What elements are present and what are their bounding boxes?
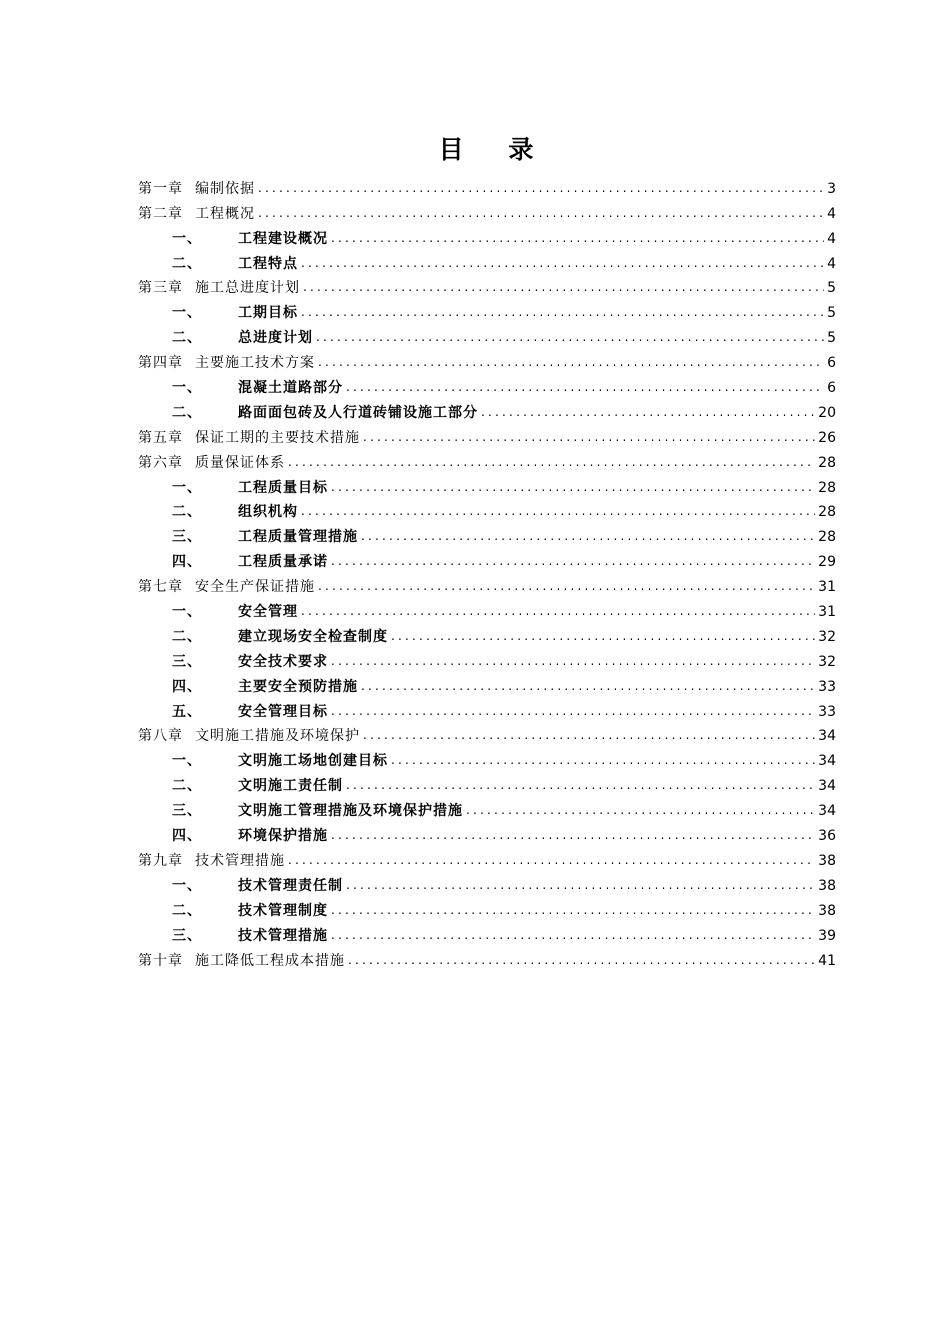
toc-section-entry[interactable]	[138, 547, 836, 572]
toc-entry-title: 工程特点	[238, 255, 298, 272]
dot-leader	[258, 181, 824, 195]
toc-section-entry[interactable]	[138, 821, 836, 846]
toc-page-number: 33	[818, 678, 836, 695]
toc-section-entry[interactable]	[138, 249, 836, 274]
toc-entry-number: 二、	[172, 504, 202, 521]
toc-page-number: 32	[818, 653, 836, 670]
toc-entry-title: 组织机构	[238, 504, 298, 521]
toc-entry-title: 编制依据	[195, 180, 255, 197]
toc-entry-number: 第一章	[138, 180, 183, 197]
toc-entry-number: 一、	[172, 753, 202, 770]
toc-page-number: 34	[818, 803, 836, 820]
toc-page-number: 33	[818, 703, 836, 720]
toc-entry-number: 第八章	[138, 728, 183, 745]
toc-section-entry[interactable]	[138, 323, 836, 348]
dot-leader	[318, 355, 824, 369]
toc-section-entry[interactable]	[138, 796, 836, 821]
toc-entry-number: 第二章	[138, 205, 183, 222]
toc-entry-number: 二、	[172, 902, 202, 919]
toc-section-entry[interactable]	[138, 746, 836, 771]
toc-entry-number: 四、	[172, 828, 202, 845]
toc-section-entry[interactable]	[138, 697, 836, 722]
toc-section-entry[interactable]	[138, 896, 836, 921]
toc-entry-title: 工程建设概况	[238, 230, 328, 247]
toc-page-number: 38	[818, 902, 836, 919]
toc-page-number: 26	[818, 429, 836, 446]
toc-chapter-entry[interactable]	[138, 722, 836, 747]
toc-entry-title: 文明施工责任制	[238, 778, 343, 795]
table-of-contents	[138, 174, 836, 971]
dot-leader	[301, 256, 824, 270]
toc-entry-title: 环境保护措施	[238, 828, 328, 845]
toc-page-number: 5	[827, 330, 836, 347]
dot-leader	[363, 430, 815, 444]
toc-entry-title: 保证工期的主要技术措施	[195, 429, 360, 446]
toc-chapter-entry[interactable]	[138, 199, 836, 224]
toc-entry-title: 技术管理制度	[238, 902, 328, 919]
toc-entry-number: 一、	[172, 230, 202, 247]
toc-chapter-entry[interactable]	[138, 174, 836, 199]
toc-entry-title: 建立现场安全检查制度	[238, 628, 388, 645]
dot-leader	[346, 778, 815, 792]
dot-leader	[481, 405, 815, 419]
toc-page-number: 31	[818, 579, 836, 596]
dot-leader	[318, 579, 815, 593]
toc-page-number: 28	[818, 479, 836, 496]
dot-leader	[391, 753, 815, 767]
toc-entry-number: 一、	[172, 479, 202, 496]
toc-entry-number: 二、	[172, 404, 202, 421]
dot-leader	[316, 330, 824, 344]
toc-section-entry[interactable]	[138, 597, 836, 622]
toc-section-entry[interactable]	[138, 373, 836, 398]
dot-leader	[331, 928, 815, 942]
toc-page-number: 29	[818, 554, 836, 571]
toc-section-entry[interactable]	[138, 398, 836, 423]
toc-entry-title: 技术管理责任制	[238, 877, 343, 894]
toc-page-number: 28	[818, 504, 836, 521]
dot-leader	[346, 878, 815, 892]
toc-entry-title: 安全管理目标	[238, 703, 328, 720]
dot-leader	[301, 504, 815, 518]
dot-leader	[331, 480, 815, 494]
toc-entry-title: 技术管理措施	[238, 927, 328, 944]
toc-entry-number: 一、	[172, 877, 202, 894]
dot-leader	[363, 728, 815, 742]
dot-leader	[348, 953, 815, 967]
toc-page-number: 6	[827, 380, 836, 397]
toc-entry-number: 三、	[172, 927, 202, 944]
toc-entry-title: 工期目标	[238, 305, 298, 322]
dot-leader	[331, 903, 815, 917]
toc-section-entry[interactable]	[138, 473, 836, 498]
toc-chapter-entry[interactable]	[138, 274, 836, 299]
toc-entry-title: 路面面包砖及人行道砖铺设施工部分	[238, 404, 478, 421]
toc-entry-title: 工程概况	[195, 205, 255, 222]
dot-leader	[361, 679, 815, 693]
toc-page-number: 5	[827, 305, 836, 322]
dot-leader	[288, 455, 815, 469]
toc-entry-number: 四、	[172, 678, 202, 695]
toc-entry-title: 主要安全预防措施	[238, 678, 358, 695]
toc-entry-number: 二、	[172, 628, 202, 645]
toc-section-entry[interactable]	[138, 298, 836, 323]
dot-leader	[258, 206, 824, 220]
dot-leader	[331, 654, 815, 668]
toc-entry-title: 施工降低工程成本措施	[195, 952, 345, 969]
dot-leader	[303, 280, 824, 294]
toc-entry-number: 第五章	[138, 429, 183, 446]
toc-page-number: 28	[818, 454, 836, 471]
toc-chapter-entry[interactable]	[138, 423, 836, 448]
toc-page-number: 5	[827, 280, 836, 297]
dot-leader	[346, 380, 824, 394]
toc-entry-number: 一、	[172, 380, 202, 397]
dot-leader	[288, 853, 815, 867]
toc-entry-number: 三、	[172, 653, 202, 670]
toc-chapter-entry[interactable]	[138, 846, 836, 871]
toc-section-entry[interactable]	[138, 522, 836, 547]
toc-page-number: 31	[818, 604, 836, 621]
toc-entry-number: 三、	[172, 803, 202, 820]
toc-page-number: 3	[827, 180, 836, 197]
toc-entry-number: 二、	[172, 778, 202, 795]
toc-page-number: 4	[827, 205, 836, 222]
toc-entry-number: 第六章	[138, 454, 183, 471]
toc-entry-number: 第七章	[138, 579, 183, 596]
dot-leader	[301, 305, 824, 319]
toc-entry-title: 混凝土道路部分	[238, 380, 343, 397]
toc-entry-title: 安全技术要求	[238, 653, 328, 670]
dot-leader	[331, 704, 815, 718]
toc-chapter-entry[interactable]	[138, 946, 836, 971]
toc-entry-title: 文明施工管理措施及环境保护措施	[238, 803, 463, 820]
toc-page-number: 28	[818, 529, 836, 546]
toc-page-number: 38	[818, 877, 836, 894]
dot-leader	[331, 554, 815, 568]
toc-entry-number: 二、	[172, 330, 202, 347]
toc-entry-title: 质量保证体系	[195, 454, 285, 471]
toc-page-number: 4	[827, 255, 836, 272]
dot-leader	[331, 231, 824, 245]
toc-page-number: 39	[818, 927, 836, 944]
toc-page-number: 41	[818, 952, 836, 969]
dot-leader	[331, 828, 815, 842]
toc-entry-title: 安全管理	[238, 604, 298, 621]
toc-section-entry[interactable]	[138, 771, 836, 796]
toc-page-number: 34	[818, 778, 836, 795]
toc-section-entry[interactable]	[138, 647, 836, 672]
toc-entry-number: 第四章	[138, 355, 183, 372]
toc-entry-title: 工程质量承诺	[238, 554, 328, 571]
toc-chapter-entry[interactable]	[138, 348, 836, 373]
toc-entry-title: 安全生产保证措施	[195, 579, 315, 596]
page-title: 目 录	[438, 135, 552, 164]
toc-chapter-entry[interactable]	[138, 448, 836, 473]
toc-entry-number: 五、	[172, 703, 202, 720]
toc-entry-number: 一、	[172, 305, 202, 322]
toc-entry-title: 技术管理措施	[195, 852, 285, 869]
toc-entry-title: 总进度计划	[238, 330, 313, 347]
dot-leader	[301, 604, 815, 618]
toc-section-entry[interactable]	[138, 672, 836, 697]
toc-page-number: 32	[818, 628, 836, 645]
toc-page-number: 6	[827, 355, 836, 372]
toc-entry-title: 施工总进度计划	[195, 280, 300, 297]
toc-section-entry[interactable]	[138, 622, 836, 647]
toc-entry-title: 文明施工措施及环境保护	[195, 728, 360, 745]
dot-leader	[391, 629, 815, 643]
toc-section-entry[interactable]	[138, 224, 836, 249]
toc-chapter-entry[interactable]	[138, 572, 836, 597]
toc-entry-number: 第九章	[138, 852, 183, 869]
toc-entry-number: 四、	[172, 554, 202, 571]
toc-entry-number: 三、	[172, 529, 202, 546]
toc-section-entry[interactable]	[138, 871, 836, 896]
toc-page-number: 38	[818, 852, 836, 869]
toc-entry-number: 二、	[172, 255, 202, 272]
toc-section-entry[interactable]	[138, 921, 836, 946]
toc-entry-number: 第十章	[138, 952, 183, 969]
toc-entry-title: 工程质量管理措施	[238, 529, 358, 546]
toc-page-number: 34	[818, 728, 836, 745]
dot-leader	[361, 529, 815, 543]
toc-section-entry[interactable]	[138, 498, 836, 523]
toc-entry-number: 第三章	[138, 280, 183, 297]
toc-entry-title: 工程质量目标	[238, 479, 328, 496]
toc-entry-title: 文明施工场地创建目标	[238, 753, 388, 770]
toc-entry-number: 一、	[172, 604, 202, 621]
toc-entry-title: 主要施工技术方案	[195, 355, 315, 372]
toc-page-number: 4	[827, 230, 836, 247]
toc-page-number: 34	[818, 753, 836, 770]
toc-page-number: 20	[818, 404, 836, 421]
toc-page-number: 36	[818, 828, 836, 845]
dot-leader	[466, 803, 815, 817]
